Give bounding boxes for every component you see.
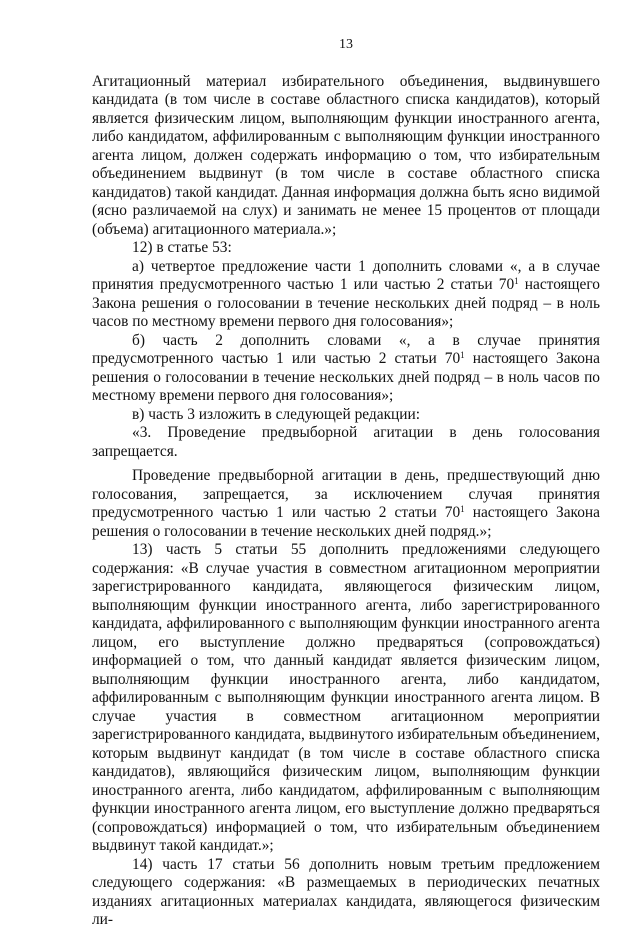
superscript: 1 — [460, 504, 465, 514]
paragraph-item-14: 14) часть 17 статьи 56 дополнить новым третьим предложением следующего содержания: «В размещаемых в периодических печатных изданиях агитационных материалах кандидата, являющегося физическим ли- — [92, 855, 600, 928]
paragraph-text: настоящего Закона решения о голосовании в течение нескольких дней подряд.»; — [92, 504, 600, 540]
page-number: 13 — [339, 37, 353, 52]
paragraph-pre-election-day — [92, 467, 600, 541]
paragraph-agitation-material: Агитационный материал избирательного объединения, выдвинувшего кандидата (в том числе в составе областного списка кандидатов), который является физическим лицом, выполняющим функции иностранного агента, либо кандидатом, аффилированным с выполняющим функции иностранного агента лицом, должен содержать информацию о том, что избирательным объединением выдвинут (в том числе в составе областного списка кандидатов) такой кандидат. Данная информация должна быть ясно видимой (ясно различаемой на слух) и занимать не менее 15 процентов от площади (объема) агитационного материала.»; — [92, 72, 600, 238]
paragraph-text: б) часть 2 дополнить словами «, а в случае принятия предусмотренного частью 1 или частью 2 статьи 70 — [92, 331, 600, 367]
paragraph-quote-part-3: «3. Проведение предвыборной агитации в день голосования запрещается. — [92, 424, 600, 460]
paragraph-item-12v: в) часть 3 изложить в следующей редакции: — [132, 405, 421, 423]
paragraph-text: настоящего Закона решения о голосовании в течение нескольких дней подряд – в ноль часов по местному времени первого дня голосования»; — [92, 350, 600, 404]
superscript: 1 — [514, 276, 519, 286]
paragraph-item-13: 13) часть 5 статьи 55 дополнить предложениями следующего содержания: «В случае участия в совместном агитационном мероприятии зарегистрированного кандидата, являющегося физическим лицом, выполняющим функции иностранного агента, либо зарегистрированного кандидата, аффилированного с выполняющим функции иностранного агента лицом, его выступление должно предваряться (сопровождаться) информацией о том, что данный кандидат является физическим лицом, выполняющим функции иностранного агента, либо кандидатом, аффилированным с выполняющим функции иностранного агента лицом. В случае участия в совместном агитационном мероприятии зарегистрированного кандидата, выдвинутого избирательным объединением, которым выдвинут кандидат (в том числе в составе областного списка кандидатов), являющийся физическим лицом, выполняющим функции иностранного агента, либо кандидатом, аффилированным с выполняющим функции иностранного агента лицом, его выступление должно предваряться (сопровождаться) информацией о том, что избирательным объединением выдвинут такой кандидат.»; — [92, 541, 600, 854]
paragraph-text: Проведение предвыборной агитации в день, предшествующий дню голосования, запрещается, за исключением случая принятия предусмотренного частью 1 или частью 2 статьи 70 — [92, 467, 600, 521]
paragraph-item-12: 12) в статье 53: — [132, 239, 232, 256]
paragraph-item-12a — [92, 258, 600, 332]
superscript: 1 — [460, 350, 465, 360]
paragraph-text: настоящего Закона решения о голосовании в течение нескольких дней подряд – в ноль часов по местному времени первого дня голосования»; — [92, 276, 600, 330]
paragraph-item-12b — [92, 332, 600, 406]
paragraph-text: а) четвертое предложение части 1 дополнить словами «, а в случае принятия предусмотренного частью 1 или частью 2 статьи 70 — [92, 257, 600, 293]
